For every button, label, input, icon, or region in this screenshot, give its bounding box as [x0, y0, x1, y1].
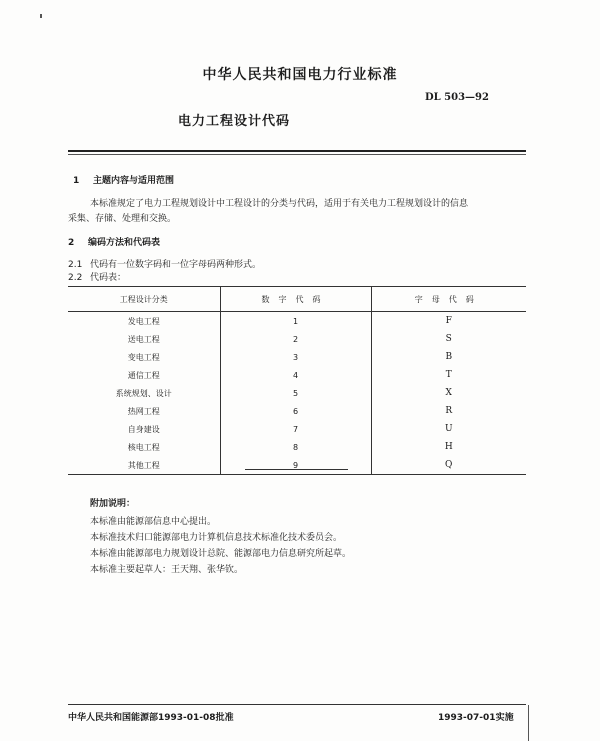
item-2-1-number: 2.1 [68, 260, 83, 270]
scan-mark [40, 14, 42, 18]
section-2-title: 编码方法和代码表 [88, 238, 161, 248]
section-1-paragraph-line2: 采集、存储、处理和交换。 [68, 214, 177, 224]
header-rule-thick [68, 150, 526, 152]
section-2-number: 2 [68, 238, 75, 248]
category-cell: 其他工程 [68, 456, 220, 475]
category-cell: 发电工程 [127, 316, 160, 326]
category-cell: 变电工程 [127, 352, 160, 362]
letter-code-cell: H [371, 438, 526, 456]
item-2-1 [68, 257, 261, 270]
category-cell: 送电工程 [127, 334, 160, 344]
numeric-code-cell: 3 [220, 348, 371, 366]
letter-code-cell: R [371, 402, 526, 420]
approval-line: 中华人民共和国能源部1993-01-08批准 [68, 713, 234, 723]
code-table-header-row [68, 287, 526, 312]
header-letter-code: 字母代码 [371, 287, 526, 312]
section-2-heading [68, 235, 160, 248]
table-row [68, 348, 526, 366]
notes-line: 本标准主要起草人：王天翔、张华钦。 [90, 565, 244, 575]
numeric-code-cell: 8 [220, 438, 371, 456]
page-edge-mark [528, 705, 529, 741]
item-2-2 [68, 270, 126, 283]
numeric-code-cell: 2 [220, 330, 371, 348]
table-row [68, 312, 526, 331]
table-row [68, 366, 526, 384]
category-cell: 核电工程 [127, 442, 160, 452]
header-category: 工程设计分类 [68, 287, 220, 312]
effective-date: 1993-07-01实施 [438, 713, 514, 723]
document-title: 电力工程设计代码 [178, 114, 291, 129]
section-1-heading [73, 173, 174, 186]
letter-code-cell: X [371, 384, 526, 402]
issuer-title: 中华人民共和国电力行业标准 [202, 67, 398, 83]
item-2-2-text: 代码表： [90, 273, 127, 283]
footer-rule [68, 704, 526, 705]
category-cell: 通信工程 [127, 370, 160, 380]
category-cell: 热网工程 [127, 406, 160, 416]
numeric-code-cell: 6 [220, 402, 371, 420]
category-cell: 系统规划、设计 [115, 388, 172, 398]
numeric-code-cell: 7 [220, 420, 371, 438]
letter-code-cell: B [371, 348, 526, 366]
numeric-code-cell: 1 [220, 312, 371, 331]
item-2-1-text: 代码有一位数字码和一位字母码两种形式。 [90, 260, 262, 270]
category-cell: 自身建设 [127, 424, 160, 434]
notes-title: 附加说明： [90, 499, 136, 509]
code-table [68, 286, 526, 475]
item-2-2-number: 2.2 [68, 273, 83, 283]
numeric-code-cell: 5 [220, 384, 371, 402]
table-row [68, 330, 526, 348]
notes-line: 本标准由能源部信息中心提出。 [90, 517, 217, 527]
table-row [68, 456, 526, 475]
table-row [68, 420, 526, 438]
numeric-code-cell: 4 [220, 366, 371, 384]
header-numeric-code: 数字代码 [220, 287, 371, 312]
table-row [68, 402, 526, 420]
letter-code-cell: F [371, 312, 526, 331]
standard-code: DL 503—92 [425, 92, 489, 103]
notes-line: 本标准技术归口能源部电力计算机信息技术标准化技术委员会。 [90, 533, 343, 543]
table-row [68, 384, 526, 402]
notes-line: 本标准由能源部电力规划设计总院、能源部电力信息研究所起草。 [90, 549, 352, 559]
letter-code-cell: S [371, 330, 526, 348]
end-of-text-rule [245, 469, 348, 470]
numeric-code-cell: 9 [220, 456, 371, 475]
letter-code-cell: T [371, 366, 526, 384]
table-row [68, 438, 526, 456]
section-1-number: 1 [73, 176, 80, 186]
section-1-paragraph-line1: 本标准规定了电力工程规划设计中工程设计的分类与代码，适用于有关电力工程规划设计的信息 [90, 199, 469, 209]
header-rule-thin [68, 154, 526, 155]
letter-code-cell: U [371, 420, 526, 438]
letter-code-cell: Q [371, 456, 526, 475]
section-1-title: 主题内容与适用范围 [93, 176, 175, 186]
